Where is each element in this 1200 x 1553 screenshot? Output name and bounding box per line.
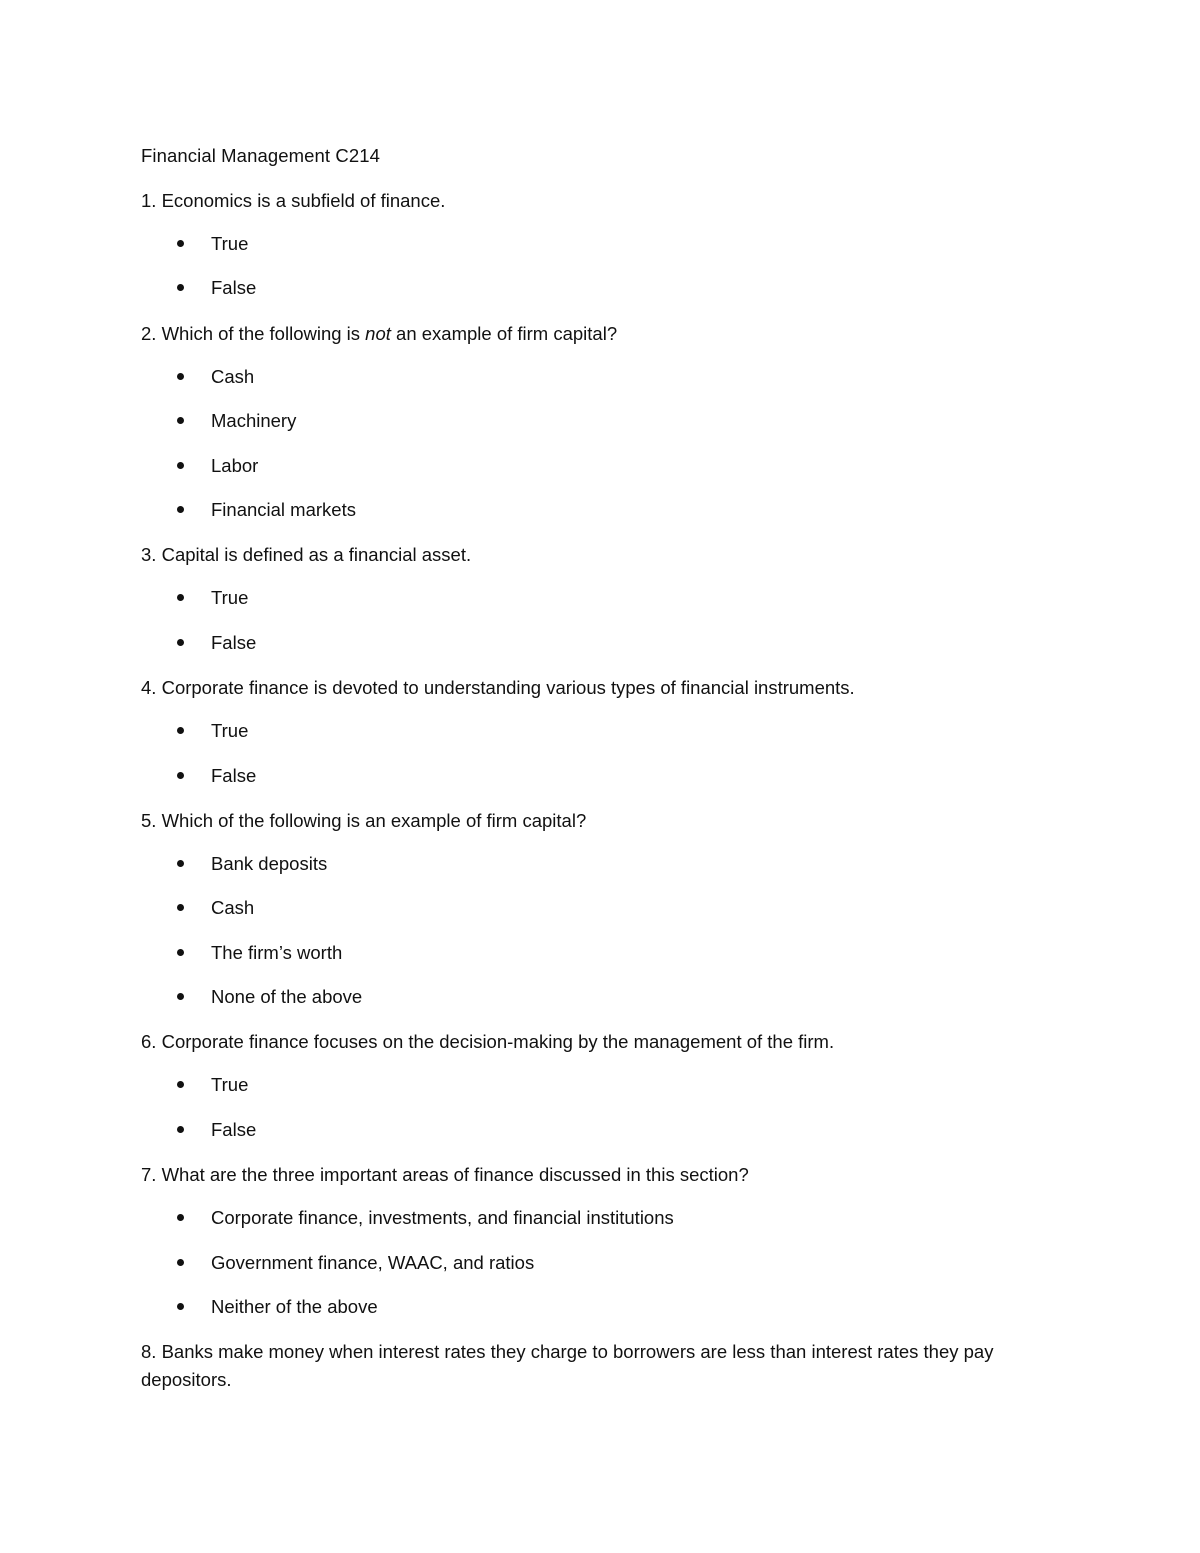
question-text (141, 1161, 1061, 1189)
answer-option-label: Machinery (211, 410, 297, 432)
bullet-icon (177, 1126, 184, 1133)
question-6 (141, 1028, 1061, 1142)
answer-options (141, 364, 1061, 523)
question-2 (141, 320, 1061, 523)
bullet-icon (177, 727, 184, 734)
question-body: Corporate finance focuses on the decision-making by the management of the firm. (161, 1031, 835, 1053)
question-text (141, 807, 1061, 835)
answer-option (141, 364, 1061, 390)
bullet-icon (177, 1081, 184, 1088)
answer-option-label: True (211, 587, 249, 609)
answer-option-label: True (211, 233, 249, 254)
bullet-icon (177, 1259, 184, 1266)
answer-option-label: False (211, 764, 257, 786)
question-body: Corporate finance is devoted to understanding various types of financial instruments. (161, 677, 855, 699)
answer-option-label: Cash (211, 897, 255, 919)
bullet-icon (177, 949, 184, 956)
answer-option (141, 231, 1061, 257)
bullet-icon (177, 1214, 184, 1221)
question-number: 2. (141, 322, 157, 344)
question-body: What are the three important areas of finance discussed in this section? (161, 1164, 749, 1186)
answer-option-label: True (211, 720, 249, 742)
question-text (141, 1338, 1061, 1394)
answer-option-label: Corporate finance, investments, and financial institutions (211, 1207, 674, 1229)
bullet-icon (177, 993, 184, 1000)
answer-option (141, 718, 1061, 744)
question-emphasis: not (365, 322, 391, 344)
question-text (141, 674, 1061, 702)
answer-option (141, 453, 1061, 479)
answer-option-label: None of the above (211, 986, 363, 1008)
question-body: Capital is defined as a financial asset. (161, 544, 472, 566)
bullet-icon (177, 594, 184, 601)
answer-option-label: Financial markets (211, 498, 356, 520)
answer-option-label: False (211, 277, 257, 299)
bullet-icon (177, 240, 184, 247)
question-body: Which of the following is an example of firm capital? (161, 809, 587, 831)
answer-option (141, 1250, 1061, 1276)
bullet-icon (177, 1303, 184, 1310)
answer-options (141, 231, 1061, 301)
answer-option (141, 1205, 1061, 1231)
answer-option (141, 851, 1061, 877)
document-page (141, 143, 1061, 1410)
answer-option (141, 763, 1061, 789)
answer-option (141, 940, 1061, 966)
bullet-icon (177, 284, 184, 291)
answer-option-label: Neither of the above (211, 1296, 378, 1318)
answer-option (141, 895, 1061, 921)
question-4 (141, 674, 1061, 788)
answer-option (141, 1294, 1061, 1320)
question-text (141, 187, 1061, 215)
answer-options (141, 1205, 1061, 1320)
bullet-icon (177, 417, 184, 424)
bullet-icon (177, 373, 184, 380)
answer-options (141, 718, 1061, 788)
question-body-continued: an example of firm capital? (390, 322, 618, 344)
bullet-icon (177, 506, 184, 513)
question-3 (141, 541, 1061, 655)
answer-option-label: Labor (211, 454, 259, 476)
question-7 (141, 1161, 1061, 1320)
answer-option (141, 1072, 1061, 1098)
answer-option-label: Government finance, WAAC, and ratios (211, 1251, 535, 1273)
question-body: Banks make money when interest rates they charge to borrowers are less than interest rates they pay depositors. (141, 1341, 994, 1391)
question-text (141, 320, 1061, 348)
question-number: 4. (141, 677, 157, 699)
answer-option-label: Bank deposits (211, 852, 328, 874)
question-number: 3. (141, 544, 157, 566)
document-title: Financial Management C214 (141, 145, 381, 166)
question-text (141, 1028, 1061, 1056)
answer-option (141, 275, 1061, 301)
answer-option (141, 408, 1061, 434)
answer-options (141, 1072, 1061, 1142)
bullet-icon (177, 462, 184, 469)
answer-option (141, 585, 1061, 611)
question-number: 1. (141, 190, 157, 211)
question-number: 5. (141, 809, 157, 831)
question-number: 7. (141, 1164, 157, 1186)
question-text (141, 541, 1061, 569)
bullet-icon (177, 639, 184, 646)
question-number: 8. (141, 1341, 157, 1363)
answer-option (141, 630, 1061, 656)
answer-option-label: Cash (211, 365, 255, 387)
answer-options (141, 851, 1061, 1010)
question-body: Economics is a subfield of finance. (161, 190, 446, 211)
answer-option-label: True (211, 1074, 249, 1096)
answer-option (141, 984, 1061, 1010)
answer-option-label: The firm’s worth (211, 941, 343, 963)
answer-option (141, 1117, 1061, 1143)
question-list (141, 187, 1061, 1394)
answer-option-label: False (211, 1118, 257, 1140)
question-number: 6. (141, 1031, 157, 1053)
question-8 (141, 1338, 1061, 1394)
bullet-icon (177, 860, 184, 867)
answer-options (141, 585, 1061, 655)
question-5 (141, 807, 1061, 1010)
bullet-icon (177, 772, 184, 779)
answer-option-label: False (211, 631, 257, 653)
answer-option (141, 497, 1061, 523)
question-body: Which of the following is (161, 322, 366, 344)
bullet-icon (177, 904, 184, 911)
question-1 (141, 187, 1061, 301)
